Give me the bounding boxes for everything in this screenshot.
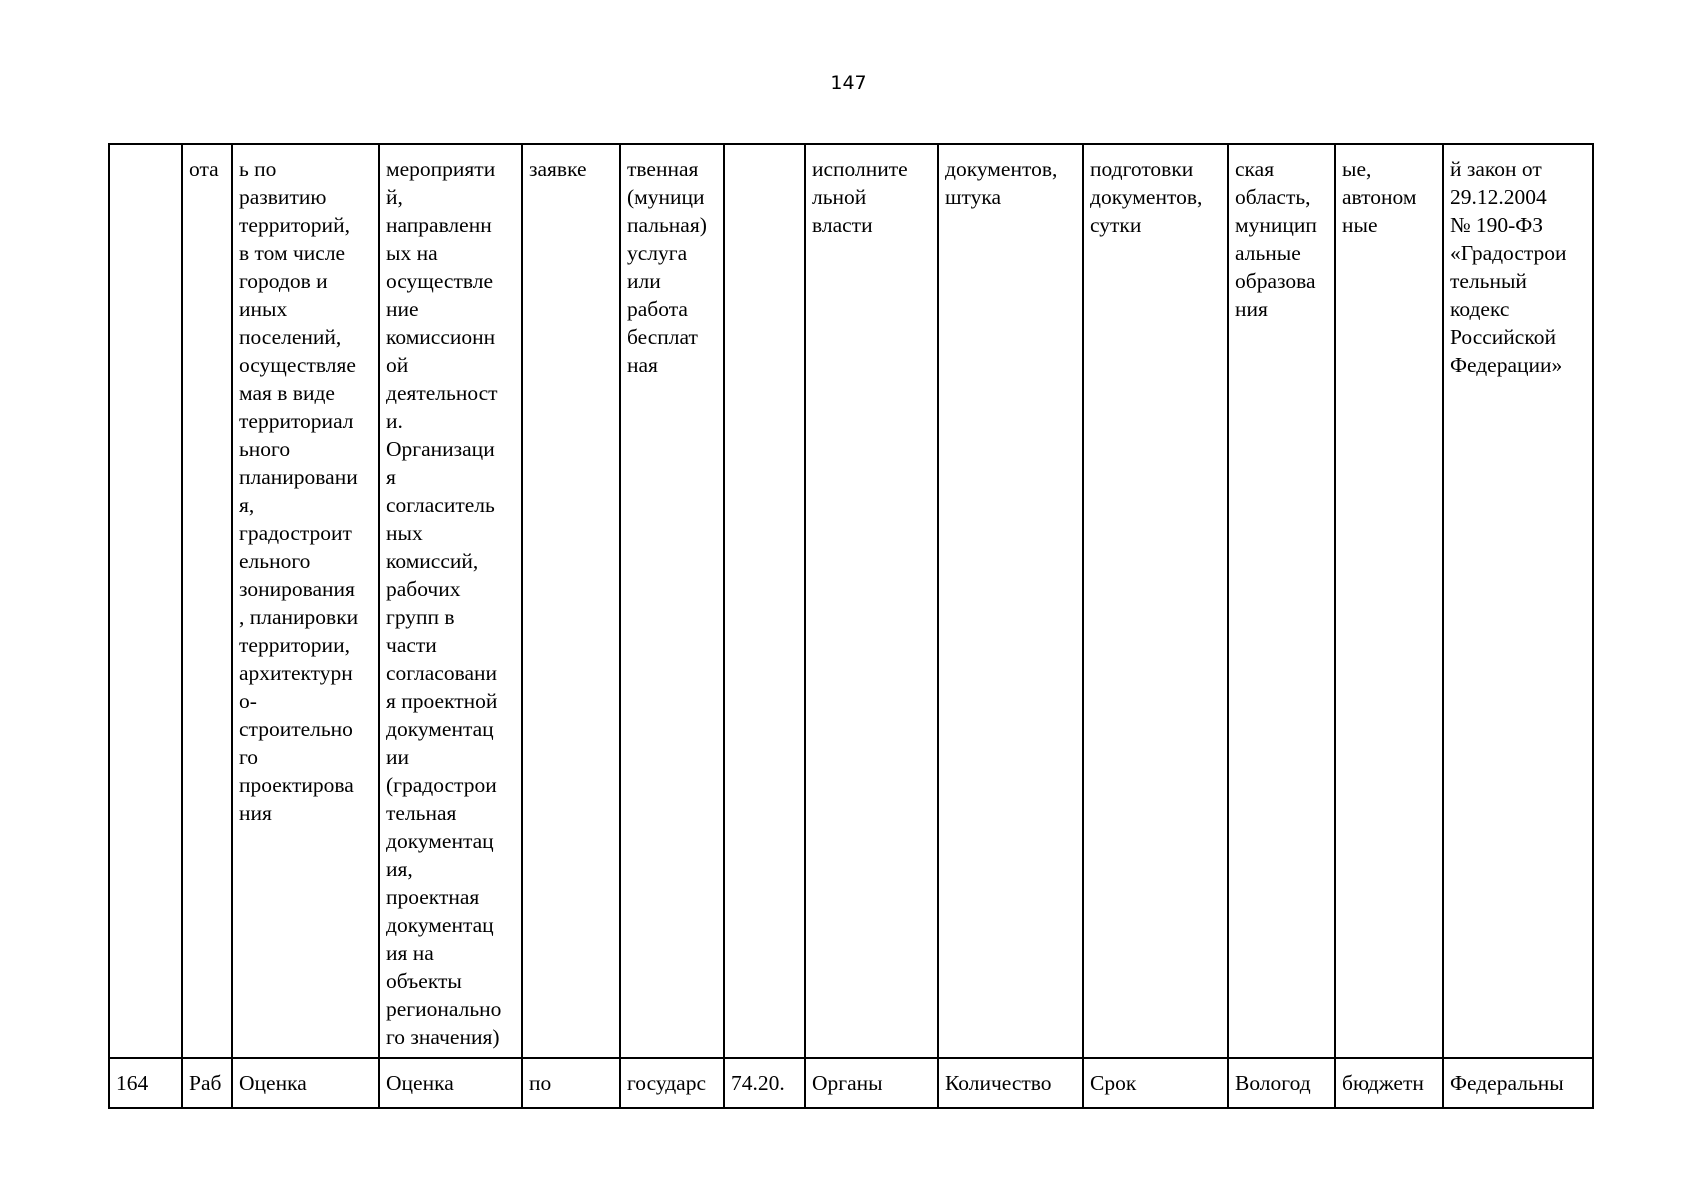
cell-authority: исполните льной власти bbox=[805, 144, 938, 1058]
cell-type: Раб bbox=[182, 1058, 232, 1108]
registry-table bbox=[108, 143, 1594, 1109]
cell-service-name: ь по развитию территорий, в том числе городов и иных поселений, осуществляе мая в виде территориал ьного планировани я, градостроит ельного зонирования , планировки территории, архитектурн о- строительно го проектирова ния bbox=[232, 144, 379, 1058]
cell-authority: Органы bbox=[805, 1058, 938, 1108]
cell-quality-indicator: Срок bbox=[1083, 1058, 1228, 1108]
cell-legal-act: й закон от 29.12.2004 № 190-ФЗ «Градострои тельный кодекс Российской Федерации» bbox=[1443, 144, 1593, 1058]
cell-institutions: бюджетн bbox=[1335, 1058, 1443, 1108]
cell-legal-act: Федеральны bbox=[1443, 1058, 1593, 1108]
cell-volume-indicator: Количество bbox=[938, 1058, 1083, 1108]
cell-region: ская область, муницип альные образова ния bbox=[1228, 144, 1335, 1058]
cell-okved bbox=[724, 144, 805, 1058]
cell-content: мероприяти й, направленн ых на осуществле ние комиссионн ой деятельност и. Организаци я согласитель ных комиссий, рабочих групп в части согласовани я проектной документац ии (градострои тельная документац ия, проектная документац ия на объекты регионально го значения) bbox=[379, 144, 522, 1058]
cell-okved: 74.20. bbox=[724, 1058, 805, 1108]
cell-type: ота bbox=[182, 144, 232, 1058]
cell-service-kind: твенная (муници пальная) услуга или работа бесплат ная bbox=[620, 144, 724, 1058]
cell-content: Оценка bbox=[379, 1058, 522, 1108]
cell-volume-indicator: документов, штука bbox=[938, 144, 1083, 1058]
table-row-164 bbox=[109, 1058, 1593, 1108]
cell-service-kind: государс bbox=[620, 1058, 724, 1108]
cell-number: 164 bbox=[109, 1058, 182, 1108]
cell-number bbox=[109, 144, 182, 1058]
cell-basis: заявке bbox=[522, 144, 620, 1058]
page-number: 147 bbox=[830, 72, 867, 94]
cell-region: Вологод bbox=[1228, 1058, 1335, 1108]
cell-service-name: Оценка bbox=[232, 1058, 379, 1108]
cell-quality-indicator: подготовки документов, сутки bbox=[1083, 144, 1228, 1058]
table-row-continued bbox=[109, 144, 1593, 1058]
cell-institutions: ые, автоном ные bbox=[1335, 144, 1443, 1058]
cell-basis: по bbox=[522, 1058, 620, 1108]
